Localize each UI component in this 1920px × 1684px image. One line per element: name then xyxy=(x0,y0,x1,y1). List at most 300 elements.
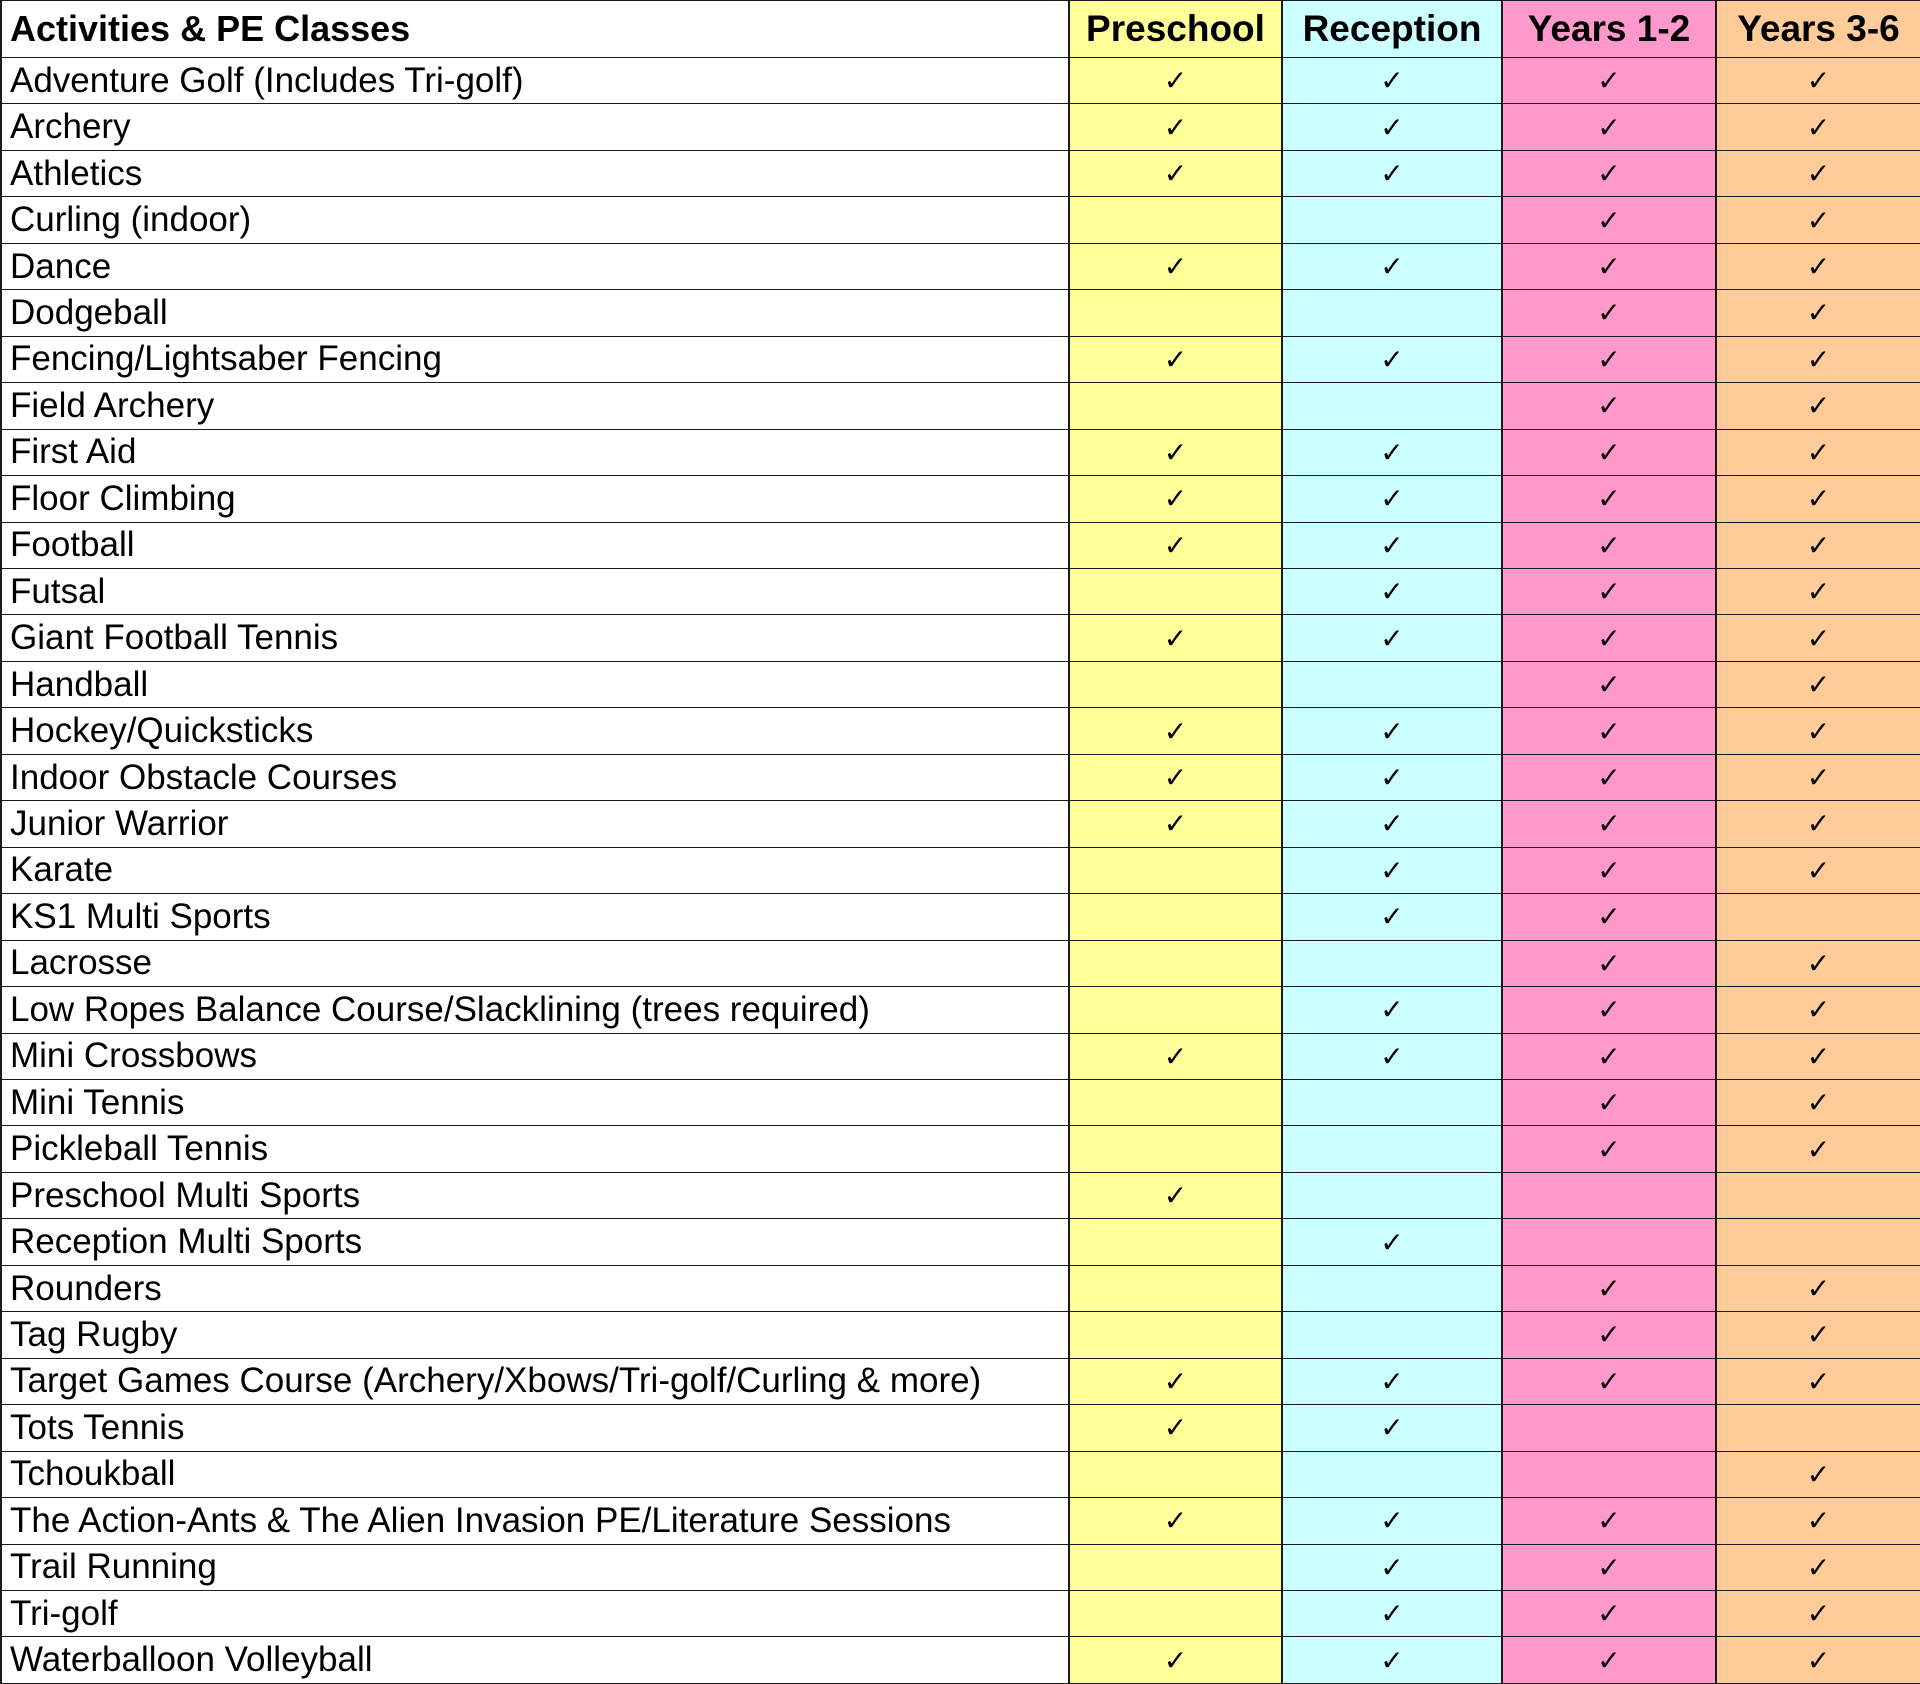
checkmark-icon: ✓ xyxy=(1380,714,1404,748)
checkmark-icon: ✓ xyxy=(1806,1643,1831,1677)
checkmark-icon: ✓ xyxy=(1597,1364,1621,1398)
preschool-cell xyxy=(1069,568,1282,614)
checkmark-icon: ✓ xyxy=(1806,1504,1831,1538)
checkmark-icon: ✓ xyxy=(1380,621,1404,655)
activity-name: KS1 Multi Sports xyxy=(1,894,1069,940)
preschool-cell xyxy=(1069,58,1282,104)
table-row xyxy=(1,1358,1920,1404)
header-row xyxy=(1,1,1920,58)
activity-name: Mini Crossbows xyxy=(1,1033,1069,1079)
checkmark-icon: ✓ xyxy=(1806,575,1831,609)
years-3-6-cell xyxy=(1716,1544,1920,1590)
checkmark-icon: ✓ xyxy=(1597,1272,1621,1305)
checkmark-icon: ✓ xyxy=(1163,1411,1188,1445)
checkmark-icon: ✓ xyxy=(1380,900,1404,934)
activity-name: Indoor Obstacle Courses xyxy=(1,754,1069,800)
years-3-6-header: Years 3-6 xyxy=(1716,1,1920,58)
reception-cell xyxy=(1282,243,1502,289)
years-3-6-cell xyxy=(1716,1405,1920,1451)
checkmark-icon: ✓ xyxy=(1380,482,1404,516)
preschool-cell xyxy=(1069,754,1282,800)
reception-cell xyxy=(1282,708,1502,754)
checkmark-icon: ✓ xyxy=(1806,993,1831,1027)
years-1-2-cell xyxy=(1502,197,1716,243)
years-3-6-cell xyxy=(1716,708,1920,754)
years-3-6-cell xyxy=(1716,150,1920,196)
activities-header: Activities & PE Classes xyxy=(1,1,1069,58)
preschool-cell xyxy=(1069,1079,1282,1125)
reception-cell xyxy=(1282,290,1502,336)
checkmark-icon: ✓ xyxy=(1163,714,1188,748)
years-1-2-cell xyxy=(1502,243,1716,289)
checkmark-icon: ✓ xyxy=(1163,1364,1188,1398)
checkmark-icon: ✓ xyxy=(1806,621,1831,655)
reception-cell xyxy=(1282,847,1502,893)
years-1-2-cell xyxy=(1502,568,1716,614)
reception-cell xyxy=(1282,383,1502,429)
preschool-cell xyxy=(1069,1312,1282,1358)
checkmark-icon: ✓ xyxy=(1163,1179,1188,1213)
table-row xyxy=(1,197,1920,243)
table-row xyxy=(1,1590,1920,1636)
years-1-2-cell xyxy=(1502,58,1716,104)
preschool-cell xyxy=(1069,1219,1282,1265)
preschool-cell xyxy=(1069,801,1282,847)
preschool-cell xyxy=(1069,290,1282,336)
checkmark-icon: ✓ xyxy=(1597,946,1621,980)
checkmark-icon: ✓ xyxy=(1806,714,1831,748)
activity-name: Junior Warrior xyxy=(1,801,1069,847)
years-3-6-cell xyxy=(1716,1451,1920,1497)
checkmark-icon: ✓ xyxy=(1163,435,1188,469)
checkmark-icon: ✓ xyxy=(1163,807,1188,841)
table-row xyxy=(1,1451,1920,1497)
years-1-2-cell xyxy=(1502,104,1716,150)
checkmark-icon: ✓ xyxy=(1806,1086,1831,1120)
years-3-6-cell xyxy=(1716,522,1920,568)
table-row xyxy=(1,290,1920,336)
years-1-2-cell xyxy=(1502,1590,1716,1636)
checkmark-icon: ✓ xyxy=(1380,1225,1404,1259)
years-3-6-cell xyxy=(1716,894,1920,940)
years-1-2-cell xyxy=(1502,1544,1716,1590)
years-3-6-cell xyxy=(1716,1312,1920,1358)
checkmark-icon: ✓ xyxy=(1597,342,1621,376)
years-1-2-cell xyxy=(1502,383,1716,429)
reception-header: Reception xyxy=(1282,1,1502,58)
checkmark-icon: ✓ xyxy=(1380,1597,1404,1631)
preschool-cell xyxy=(1069,522,1282,568)
activity-name: Fencing/Lightsaber Fencing xyxy=(1,336,1069,382)
years-1-2-cell xyxy=(1502,290,1716,336)
activity-name: Lacrosse xyxy=(1,940,1069,986)
checkmark-icon: ✓ xyxy=(1597,157,1621,191)
checkmark-icon: ✓ xyxy=(1163,482,1188,516)
checkmark-icon: ✓ xyxy=(1597,900,1621,934)
activity-name: Pickleball Tennis xyxy=(1,1126,1069,1172)
checkmark-icon: ✓ xyxy=(1597,482,1621,516)
preschool-cell xyxy=(1069,1544,1282,1590)
preschool-cell xyxy=(1069,1126,1282,1172)
reception-cell xyxy=(1282,1265,1502,1311)
activity-name: Giant Football Tennis xyxy=(1,615,1069,661)
activity-name: Tag Rugby xyxy=(1,1312,1069,1358)
table-row xyxy=(1,1265,1920,1311)
years-1-2-cell xyxy=(1502,522,1716,568)
activity-name: Rounders xyxy=(1,1265,1069,1311)
activity-name: Dance xyxy=(1,243,1069,289)
years-3-6-cell xyxy=(1716,476,1920,522)
years-3-6-cell xyxy=(1716,1637,1920,1684)
checkmark-icon: ✓ xyxy=(1597,1643,1621,1677)
preschool-cell xyxy=(1069,1498,1282,1544)
reception-cell xyxy=(1282,615,1502,661)
years-3-6-cell xyxy=(1716,1033,1920,1079)
reception-cell xyxy=(1282,1172,1502,1218)
preschool-cell xyxy=(1069,336,1282,382)
activity-name: Futsal xyxy=(1,568,1069,614)
checkmark-icon: ✓ xyxy=(1597,250,1621,284)
checkmark-icon: ✓ xyxy=(1806,157,1831,191)
years-1-2-cell xyxy=(1502,615,1716,661)
checkmark-icon: ✓ xyxy=(1806,342,1831,376)
activity-name: The Action-Ants & The Alien Invasion PE/Literature Sessions xyxy=(1,1498,1069,1544)
checkmark-icon: ✓ xyxy=(1806,1457,1831,1491)
checkmark-icon: ✓ xyxy=(1380,528,1404,562)
preschool-cell xyxy=(1069,243,1282,289)
activity-name: Karate xyxy=(1,847,1069,893)
reception-cell xyxy=(1282,801,1502,847)
checkmark-icon: ✓ xyxy=(1380,1643,1404,1677)
years-3-6-cell xyxy=(1716,383,1920,429)
table-row xyxy=(1,336,1920,382)
years-3-6-cell xyxy=(1716,58,1920,104)
activity-name: Target Games Course (Archery/Xbows/Tri-golf/Curling & more) xyxy=(1,1358,1069,1404)
preschool-cell xyxy=(1069,104,1282,150)
years-3-6-cell xyxy=(1716,801,1920,847)
preschool-cell xyxy=(1069,661,1282,707)
activity-name: Curling (indoor) xyxy=(1,197,1069,243)
table-row xyxy=(1,987,1920,1033)
checkmark-icon: ✓ xyxy=(1380,64,1404,98)
checkmark-icon: ✓ xyxy=(1597,807,1621,841)
years-1-2-cell xyxy=(1502,1172,1716,1218)
years-3-6-cell xyxy=(1716,568,1920,614)
checkmark-icon: ✓ xyxy=(1380,993,1404,1027)
checkmark-icon: ✓ xyxy=(1806,296,1831,330)
preschool-cell xyxy=(1069,429,1282,475)
years-1-2-cell xyxy=(1502,894,1716,940)
checkmark-icon: ✓ xyxy=(1806,1550,1831,1584)
preschool-cell xyxy=(1069,1265,1282,1311)
checkmark-icon: ✓ xyxy=(1806,389,1831,423)
checkmark-icon: ✓ xyxy=(1597,714,1621,748)
table-row xyxy=(1,847,1920,893)
reception-cell xyxy=(1282,1033,1502,1079)
activity-name: Tchoukball xyxy=(1,1451,1069,1497)
preschool-cell xyxy=(1069,197,1282,243)
activity-name: Adventure Golf (Includes Tri-golf) xyxy=(1,58,1069,104)
checkmark-icon: ✓ xyxy=(1597,621,1621,655)
checkmark-icon: ✓ xyxy=(1597,110,1621,144)
checkmark-icon: ✓ xyxy=(1597,1550,1621,1584)
checkmark-icon: ✓ xyxy=(1380,1039,1404,1073)
checkmark-icon: ✓ xyxy=(1806,250,1831,284)
years-3-6-cell xyxy=(1716,1126,1920,1172)
activity-name: Hockey/Quicksticks xyxy=(1,708,1069,754)
checkmark-icon: ✓ xyxy=(1380,1411,1404,1445)
reception-cell xyxy=(1282,1590,1502,1636)
checkmark-icon: ✓ xyxy=(1597,203,1621,237)
years-3-6-cell xyxy=(1716,1172,1920,1218)
checkmark-icon: ✓ xyxy=(1380,575,1404,609)
checkmark-icon: ✓ xyxy=(1806,1318,1831,1352)
preschool-cell xyxy=(1069,708,1282,754)
table-row xyxy=(1,754,1920,800)
table-row xyxy=(1,568,1920,614)
table-row xyxy=(1,58,1920,104)
preschool-cell xyxy=(1069,847,1282,893)
table-row xyxy=(1,708,1920,754)
checkmark-icon: ✓ xyxy=(1806,64,1831,98)
years-3-6-cell xyxy=(1716,615,1920,661)
reception-cell xyxy=(1282,476,1502,522)
checkmark-icon: ✓ xyxy=(1163,1504,1188,1538)
years-3-6-cell xyxy=(1716,1358,1920,1404)
table-row xyxy=(1,801,1920,847)
preschool-cell xyxy=(1069,1033,1282,1079)
checkmark-icon: ✓ xyxy=(1806,946,1831,980)
preschool-cell xyxy=(1069,476,1282,522)
years-1-2-cell xyxy=(1502,708,1716,754)
checkmark-icon: ✓ xyxy=(1163,110,1188,144)
checkmark-icon: ✓ xyxy=(1806,1364,1831,1398)
years-3-6-cell xyxy=(1716,1590,1920,1636)
checkmark-icon: ✓ xyxy=(1806,435,1831,469)
checkmark-icon: ✓ xyxy=(1806,203,1831,237)
years-3-6-cell xyxy=(1716,336,1920,382)
checkmark-icon: ✓ xyxy=(1380,250,1404,284)
reception-cell xyxy=(1282,1312,1502,1358)
reception-cell xyxy=(1282,1358,1502,1404)
checkmark-icon: ✓ xyxy=(1597,1597,1621,1631)
reception-cell xyxy=(1282,150,1502,196)
checkmark-icon: ✓ xyxy=(1163,528,1188,562)
table-row xyxy=(1,1312,1920,1358)
checkmark-icon: ✓ xyxy=(1806,853,1831,887)
reception-cell xyxy=(1282,1219,1502,1265)
checkmark-icon: ✓ xyxy=(1163,1643,1188,1677)
reception-cell xyxy=(1282,987,1502,1033)
years-3-6-cell xyxy=(1716,940,1920,986)
checkmark-icon: ✓ xyxy=(1380,1364,1404,1398)
reception-cell xyxy=(1282,661,1502,707)
years-1-2-cell xyxy=(1502,1033,1716,1079)
years-3-6-cell xyxy=(1716,197,1920,243)
table-row xyxy=(1,476,1920,522)
checkmark-icon: ✓ xyxy=(1597,575,1621,609)
years-1-2-cell xyxy=(1502,801,1716,847)
activity-name: Preschool Multi Sports xyxy=(1,1172,1069,1218)
reception-cell xyxy=(1282,1451,1502,1497)
table-row xyxy=(1,940,1920,986)
years-1-2-cell xyxy=(1502,476,1716,522)
checkmark-icon: ✓ xyxy=(1163,64,1188,98)
table-row xyxy=(1,522,1920,568)
years-1-2-cell xyxy=(1502,1312,1716,1358)
checkmark-icon: ✓ xyxy=(1163,621,1188,655)
table-row xyxy=(1,1405,1920,1451)
reception-cell xyxy=(1282,1079,1502,1125)
activity-name: Trail Running xyxy=(1,1544,1069,1590)
checkmark-icon: ✓ xyxy=(1380,1504,1404,1538)
checkmark-icon: ✓ xyxy=(1380,807,1404,841)
checkmark-icon: ✓ xyxy=(1806,1132,1831,1166)
activity-name: Floor Climbing xyxy=(1,476,1069,522)
table-row xyxy=(1,150,1920,196)
years-3-6-cell xyxy=(1716,661,1920,707)
years-1-2-cell xyxy=(1502,336,1716,382)
activity-name: First Aid xyxy=(1,429,1069,475)
years-1-2-cell xyxy=(1502,1498,1716,1544)
reception-cell xyxy=(1282,1544,1502,1590)
checkmark-icon: ✓ xyxy=(1806,761,1831,795)
table-row xyxy=(1,1033,1920,1079)
years-1-2-cell xyxy=(1502,940,1716,986)
reception-cell xyxy=(1282,1637,1502,1684)
table-row xyxy=(1,1126,1920,1172)
activity-name: Athletics xyxy=(1,150,1069,196)
years-1-2-cell xyxy=(1502,754,1716,800)
years-3-6-cell xyxy=(1716,429,1920,475)
reception-cell xyxy=(1282,1405,1502,1451)
reception-cell xyxy=(1282,197,1502,243)
preschool-cell xyxy=(1069,1637,1282,1684)
preschool-cell xyxy=(1069,615,1282,661)
table-row xyxy=(1,1172,1920,1218)
years-3-6-cell xyxy=(1716,1219,1920,1265)
years-3-6-cell xyxy=(1716,754,1920,800)
table-row xyxy=(1,383,1920,429)
table-row xyxy=(1,1544,1920,1590)
years-1-2-cell xyxy=(1502,661,1716,707)
checkmark-icon: ✓ xyxy=(1380,853,1404,887)
checkmark-icon: ✓ xyxy=(1380,110,1404,144)
preschool-cell xyxy=(1069,1451,1282,1497)
activity-name: Field Archery xyxy=(1,383,1069,429)
years-3-6-cell xyxy=(1716,104,1920,150)
table-row xyxy=(1,429,1920,475)
checkmark-icon: ✓ xyxy=(1597,435,1621,469)
table-row xyxy=(1,615,1920,661)
preschool-cell xyxy=(1069,1172,1282,1218)
years-1-2-cell xyxy=(1502,1451,1716,1497)
checkmark-icon: ✓ xyxy=(1806,110,1831,144)
checkmark-icon: ✓ xyxy=(1163,157,1188,191)
activity-name: Tots Tennis xyxy=(1,1405,1069,1451)
years-1-2-cell xyxy=(1502,1126,1716,1172)
table-row xyxy=(1,243,1920,289)
table-row xyxy=(1,1079,1920,1125)
checkmark-icon: ✓ xyxy=(1597,1039,1621,1073)
years-1-2-cell xyxy=(1502,1219,1716,1265)
checkmark-icon: ✓ xyxy=(1380,761,1404,795)
checkmark-icon: ✓ xyxy=(1380,1550,1404,1584)
checkmark-icon: ✓ xyxy=(1806,1272,1831,1305)
activity-name: Low Ropes Balance Course/Slacklining (trees required) xyxy=(1,987,1069,1033)
reception-cell xyxy=(1282,1498,1502,1544)
table-row xyxy=(1,1637,1920,1684)
checkmark-icon: ✓ xyxy=(1597,668,1621,702)
activity-name: Handball xyxy=(1,661,1069,707)
activity-name: Mini Tennis xyxy=(1,1079,1069,1125)
years-3-6-cell xyxy=(1716,1265,1920,1311)
years-1-2-cell xyxy=(1502,1079,1716,1125)
table-body xyxy=(1,58,1920,1684)
checkmark-icon: ✓ xyxy=(1597,853,1621,887)
activity-name: Football xyxy=(1,522,1069,568)
reception-cell xyxy=(1282,894,1502,940)
checkmark-icon: ✓ xyxy=(1806,807,1831,841)
reception-cell xyxy=(1282,754,1502,800)
preschool-cell xyxy=(1069,940,1282,986)
years-3-6-cell xyxy=(1716,1079,1920,1125)
years-1-2-header: Years 1-2 xyxy=(1502,1,1716,58)
years-3-6-cell xyxy=(1716,987,1920,1033)
reception-cell xyxy=(1282,1126,1502,1172)
checkmark-icon: ✓ xyxy=(1597,528,1621,562)
activity-name: Waterballoon Volleyball xyxy=(1,1637,1069,1684)
table-row xyxy=(1,1498,1920,1544)
table-row xyxy=(1,1219,1920,1265)
checkmark-icon: ✓ xyxy=(1380,157,1404,191)
checkmark-icon: ✓ xyxy=(1597,64,1621,98)
activity-name: Archery xyxy=(1,104,1069,150)
checkmark-icon: ✓ xyxy=(1806,1597,1831,1631)
checkmark-icon: ✓ xyxy=(1806,1039,1831,1073)
years-1-2-cell xyxy=(1502,987,1716,1033)
table-row xyxy=(1,661,1920,707)
years-3-6-cell xyxy=(1716,290,1920,336)
preschool-cell xyxy=(1069,987,1282,1033)
checkmark-icon: ✓ xyxy=(1163,761,1188,795)
reception-cell xyxy=(1282,429,1502,475)
preschool-cell xyxy=(1069,1405,1282,1451)
checkmark-icon: ✓ xyxy=(1597,1504,1621,1538)
table-row xyxy=(1,104,1920,150)
preschool-header: Preschool xyxy=(1069,1,1282,58)
reception-cell xyxy=(1282,940,1502,986)
checkmark-icon: ✓ xyxy=(1597,761,1621,795)
years-1-2-cell xyxy=(1502,847,1716,893)
preschool-cell xyxy=(1069,1590,1282,1636)
years-3-6-cell xyxy=(1716,243,1920,289)
checkmark-icon: ✓ xyxy=(1806,668,1831,702)
preschool-cell xyxy=(1069,383,1282,429)
preschool-cell xyxy=(1069,894,1282,940)
checkmark-icon: ✓ xyxy=(1597,296,1621,330)
years-1-2-cell xyxy=(1502,1405,1716,1451)
checkmark-icon: ✓ xyxy=(1597,1086,1621,1120)
activity-name: Dodgeball xyxy=(1,290,1069,336)
preschool-cell xyxy=(1069,1358,1282,1404)
years-1-2-cell xyxy=(1502,429,1716,475)
reception-cell xyxy=(1282,104,1502,150)
activity-name: Tri-golf xyxy=(1,1590,1069,1636)
years-1-2-cell xyxy=(1502,1637,1716,1684)
checkmark-icon: ✓ xyxy=(1597,993,1621,1027)
checkmark-icon: ✓ xyxy=(1806,482,1831,516)
